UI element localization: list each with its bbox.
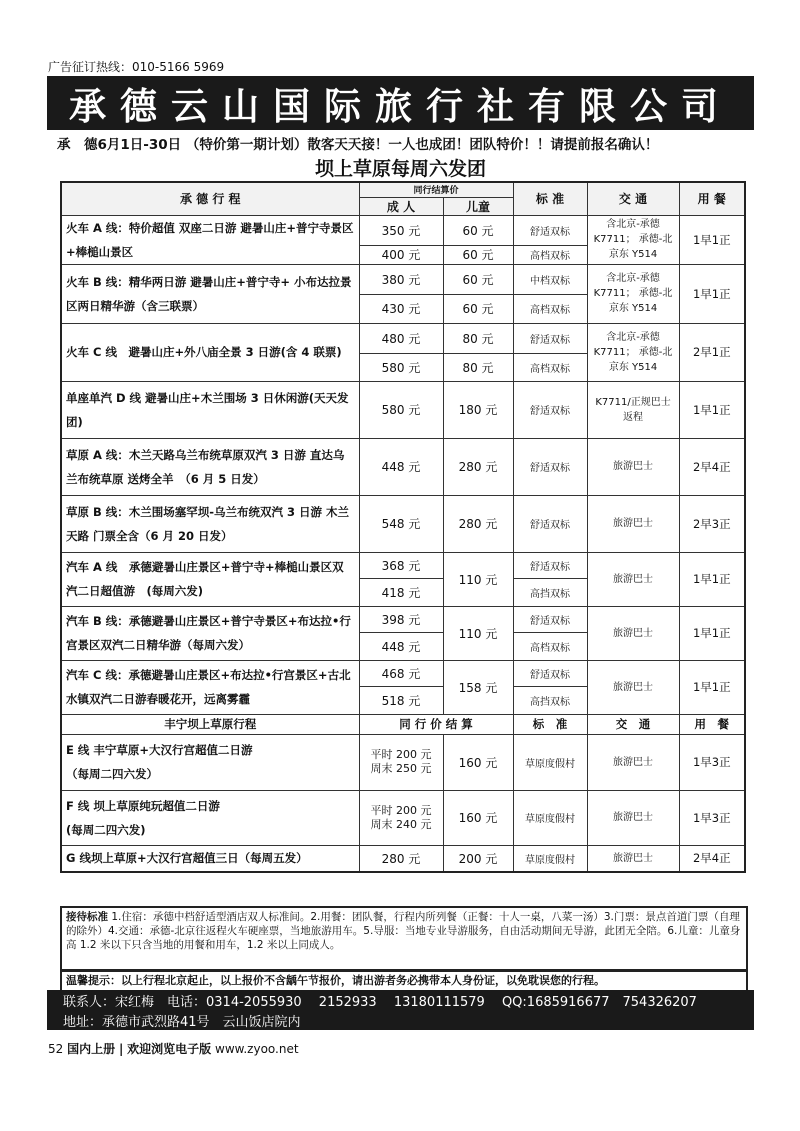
notes-label: 接待标准 <box>66 911 108 923</box>
route-desc-line: (每周二四六发) <box>66 822 146 837</box>
adult-price <box>359 790 443 845</box>
table-row <box>61 660 745 686</box>
section-name: 国内上册 <box>67 1042 116 1056</box>
standard: 高档双标 <box>513 632 587 660</box>
contact-info: 联系人：宋红梅 电话：0314-2055930 2152933 13180111579 QQ:1685916677 754326207 <box>63 995 697 1010</box>
route-desc-line: E 线 丰宁草原+大汉行宫超值二日游 <box>66 743 253 757</box>
standard: 舒适双标 <box>513 381 587 438</box>
standard: 草原度假村 <box>513 734 587 790</box>
transport: K7711/正规巴士返程 <box>587 381 679 438</box>
child-price: 60 元 <box>443 215 513 245</box>
address: 地址：承德市武烈路41号 云山饭店院内 <box>63 1015 301 1030</box>
table-row <box>61 381 745 438</box>
transport: 旅游巴士 <box>587 438 679 495</box>
weekday-price: 平时 200 元 <box>370 748 432 761</box>
contact-bar <box>47 990 754 1030</box>
website-link[interactable]: www.zyoo.net <box>215 1042 299 1056</box>
route-desc: 草原 B 线：木兰围场塞罕坝-乌兰布统双汽 3 日游 木兰天路 门票全含（6 月 20 日发） <box>61 495 359 552</box>
meal: 2早1正 <box>679 323 745 381</box>
warm-tip: 温馨提示：以上行程北京起止，以上报价不含龋午节报价，请出游者务必携带本人身份证，以免耽误您的行程。 <box>60 969 748 992</box>
adult-price: 480 元 <box>359 323 443 353</box>
meal: 2早3正 <box>679 495 745 552</box>
route-desc: 汽车 A 线 承德避暑山庄景区+普宁寺+棒槌山景区双汽二日超值游 (每周六发) <box>61 552 359 606</box>
adult-price: 518 元 <box>359 686 443 714</box>
route-desc: 火车 B 线：精华两日游 避暑山庄+普宁寺+ 小布达拉景区两日精华游（含三联票） <box>61 264 359 323</box>
page-number: 52 <box>48 1042 64 1056</box>
transport: 旅游巴士 <box>587 790 679 845</box>
reception-standards <box>60 906 748 972</box>
route-desc: 单座单汽 D 线 避暑山庄+木兰围场 3 日休闲游(天天发团) <box>61 381 359 438</box>
transport: 旅游巴士 <box>587 495 679 552</box>
promo-line: 承 德6月1日-30日 （特价第一期计划）散客天天接！一人也成团！团队特价！！请提前报名确认！ <box>57 137 659 153</box>
route-desc <box>61 790 359 845</box>
standard: 高挡双标 <box>513 578 587 606</box>
transport: 含北京-承德 K7711； 承德-北京东 Y514 <box>587 323 679 381</box>
route-desc: 汽车 B 线：承德避暑山庄景区+普宁寺景区+布达拉•行宫景区双汽二日精华游（每周六发） <box>61 606 359 660</box>
adult-price: 448 元 <box>359 632 443 660</box>
child-price: 60 元 <box>443 264 513 294</box>
table-row <box>61 606 745 632</box>
transport: 旅游巴士 <box>587 660 679 714</box>
adult-price: 368 元 <box>359 552 443 578</box>
company-banner <box>47 76 754 130</box>
slogan: 欢迎浏览电子版 <box>127 1042 212 1056</box>
divider: | <box>118 1042 124 1056</box>
adult-price <box>359 734 443 790</box>
route-desc-line: （每周二四六发） <box>66 767 158 781</box>
child-price: 160 元 <box>443 734 513 790</box>
adult-price: 400 元 <box>359 245 443 264</box>
table-row <box>61 845 745 872</box>
route-desc <box>61 734 359 790</box>
adult-price: 398 元 <box>359 606 443 632</box>
standard: 舒适双标 <box>513 215 587 245</box>
standard: 舒适双标 <box>513 606 587 632</box>
adult-price: 580 元 <box>359 353 443 381</box>
table-header-row <box>61 182 745 197</box>
weekday-price: 平时 200 元 <box>370 803 432 817</box>
table-row <box>61 215 745 245</box>
adult-price: 448 元 <box>359 438 443 495</box>
page-footer <box>48 1040 299 1057</box>
table-row <box>61 495 745 552</box>
standard: 舒适双标 <box>513 552 587 578</box>
standard: 中档双标 <box>513 264 587 294</box>
child-price: 80 元 <box>443 323 513 353</box>
table-row <box>61 790 745 845</box>
standard: 舒适双标 <box>513 438 587 495</box>
adult-price: 468 元 <box>359 660 443 686</box>
meal: 2早4正 <box>679 438 745 495</box>
meal: 1早1正 <box>679 215 745 264</box>
table-row <box>61 323 745 353</box>
child-price: 80 元 <box>443 353 513 381</box>
child-price: 60 元 <box>443 294 513 323</box>
section-standard-header: 标 准 <box>513 714 587 734</box>
standard: 草原度假村 <box>513 845 587 872</box>
standard: 舒适双标 <box>513 323 587 353</box>
table-row <box>61 552 745 578</box>
route-desc: G 线坝上草原+大汉行宫超值三日（每周五发） <box>61 845 359 872</box>
company-name: 承德云山国际旅行社有限公司 <box>69 84 732 128</box>
adult-price: 430 元 <box>359 294 443 323</box>
meal: 1早1正 <box>679 381 745 438</box>
route-desc: 火车 C 线 避暑山庄+外八庙全景 3 日游(含 4 联票) <box>61 323 359 381</box>
child-price: 180 元 <box>443 381 513 438</box>
transport: 旅游巴士 <box>587 552 679 606</box>
adult-price: 548 元 <box>359 495 443 552</box>
child-price: 200 元 <box>443 845 513 872</box>
ad-hotline: 广告征订热线：010-5166 5969 <box>48 60 225 74</box>
col-child: 儿童 <box>443 197 513 215</box>
col-adult: 成 人 <box>359 197 443 215</box>
weekend-price: 周末 250 元 <box>370 762 432 775</box>
standard: 高挡双标 <box>513 686 587 714</box>
transport: 旅游巴士 <box>587 845 679 872</box>
meal: 1早1正 <box>679 660 745 714</box>
standard: 高档双标 <box>513 294 587 323</box>
child-price: 110 元 <box>443 552 513 606</box>
child-price: 60 元 <box>443 245 513 264</box>
child-price: 158 元 <box>443 660 513 714</box>
col-meal: 用 餐 <box>679 182 745 215</box>
itinerary-table <box>60 181 746 873</box>
col-price-group: 同行结算价 <box>359 182 513 197</box>
route-desc: 草原 A 线：木兰天路乌兰布统草原双汽 3 日游 直达乌兰布统草原 送烤全羊 （6 月 5 日发） <box>61 438 359 495</box>
adult-price: 380 元 <box>359 264 443 294</box>
section-price-header: 同 行 价 结 算 <box>359 714 513 734</box>
meal: 2早4正 <box>679 845 745 872</box>
standard: 高档双标 <box>513 245 587 264</box>
notes-text: 1.住宿：承德中档舒适型酒店双人标准间。2.用餐：团队餐，行程内所列餐（正餐：十人一桌，八菜一汤）3.门票：景点首道门票（自理的除外）4.交通：承德-北京往返程火车硬座票，当地旅游用车。5.导服：当地专业导游服务，自由活动期间无导游，此团无全陪。6.儿童：儿童身高 1.2 米以下只含当地的用餐和用车，1.2 米以上同成人。 <box>66 911 741 951</box>
meal: 1早3正 <box>679 734 745 790</box>
child-price: 280 元 <box>443 438 513 495</box>
section-transport-header: 交 通 <box>587 714 679 734</box>
table-row <box>61 734 745 790</box>
transport: 旅游巴士 <box>587 734 679 790</box>
section-title: 丰宁坝上草原行程 <box>61 714 359 734</box>
section-header-row <box>61 714 745 734</box>
meal: 1早1正 <box>679 606 745 660</box>
child-price: 110 元 <box>443 606 513 660</box>
child-price: 280 元 <box>443 495 513 552</box>
adult-price: 580 元 <box>359 381 443 438</box>
standard: 舒适双标 <box>513 660 587 686</box>
brochure-page <box>47 76 754 1030</box>
meal: 1早3正 <box>679 790 745 845</box>
meal: 1早1正 <box>679 264 745 323</box>
adult-price: 350 元 <box>359 215 443 245</box>
route-desc: 汽车 C 线：承德避暑山庄景区+布达拉•行宫景区+古北水镇双汽二日游春暖花开，远离雾霾 <box>61 660 359 714</box>
route-desc-line: F 线 坝上草原纯玩超值二日游 <box>66 798 220 813</box>
route-desc: 火车 A 线：特价超值 双座二日游 避暑山庄+普宁寺景区+棒槌山景区 <box>61 215 359 264</box>
transport: 含北京-承德 K7711； 承德-北京东 Y514 <box>587 264 679 323</box>
subtitle: 坝上草原每周六发团 <box>314 158 486 180</box>
standard: 舒适双标 <box>513 495 587 552</box>
section-meal-header: 用 餐 <box>679 714 745 734</box>
col-transport: 交 通 <box>587 182 679 215</box>
adult-price: 280 元 <box>359 845 443 872</box>
adult-price: 418 元 <box>359 578 443 606</box>
transport: 含北京-承德 K7711； 承德-北京东 Y514 <box>587 215 679 264</box>
table-row <box>61 438 745 495</box>
weekend-price: 周末 240 元 <box>370 817 432 831</box>
standard: 草原度假村 <box>513 790 587 845</box>
col-standard: 标 准 <box>513 182 587 215</box>
child-price: 160 元 <box>443 790 513 845</box>
col-itinerary: 承 德 行 程 <box>61 182 359 215</box>
standard: 高档双标 <box>513 353 587 381</box>
transport: 旅游巴士 <box>587 606 679 660</box>
table-row <box>61 264 745 294</box>
meal: 1早1正 <box>679 552 745 606</box>
